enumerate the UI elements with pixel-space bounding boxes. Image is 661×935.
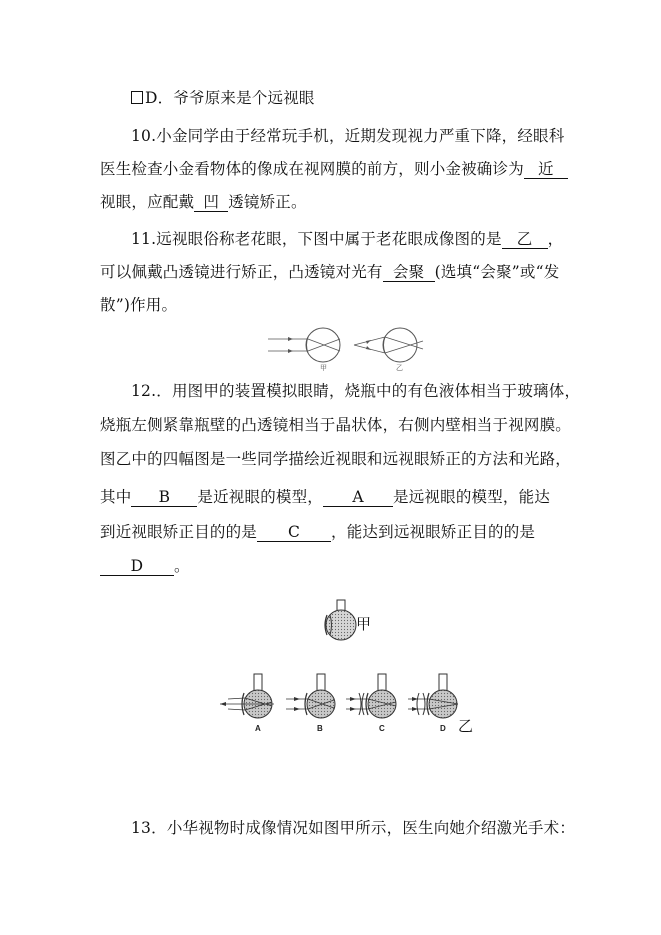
q12-answer2: A bbox=[323, 488, 393, 507]
checkbox-icon bbox=[131, 91, 143, 104]
fig-label-yi: 乙 bbox=[458, 717, 474, 735]
fig-label-yi: 乙 bbox=[396, 364, 403, 372]
q10-text: 视眼，应配戴 bbox=[100, 193, 195, 211]
q11-text: 可以佩戴凸透镜进行矫正，凸透镜对光有 bbox=[100, 263, 383, 281]
q11-line3: 散”)作用。 bbox=[100, 296, 178, 314]
q12-answer1: B bbox=[131, 488, 197, 507]
flask-figure-yi bbox=[218, 671, 468, 735]
q10-answer1: 近 bbox=[524, 160, 568, 179]
q10-answer2: 凹 bbox=[194, 193, 228, 212]
flask-b bbox=[286, 674, 335, 718]
q11-text: 11.远视眼俗称老花眼，下图中属于老花眼成像图的是 bbox=[131, 230, 502, 248]
q11-text: (选填“会聚”或“发 bbox=[434, 263, 560, 281]
sub-label-a: A bbox=[255, 724, 261, 733]
q11-eye-figure bbox=[268, 325, 428, 373]
q12-text: 是近视眼的模型， bbox=[197, 488, 324, 506]
q10-line3 bbox=[100, 192, 307, 212]
q10-line2 bbox=[100, 159, 568, 179]
fig-label-jia: 甲 bbox=[320, 364, 327, 372]
q12-text: 是远视眼的模型，能达 bbox=[393, 488, 551, 506]
q12-line6 bbox=[100, 556, 190, 576]
q12-answer3: C bbox=[257, 523, 331, 542]
q12-line3: 图乙中的四幅图是一些同学描绘近视眼和远视眼矫正的方法和光路， bbox=[100, 450, 572, 468]
q12-answer4: D bbox=[100, 557, 174, 576]
sub-label-c: C bbox=[379, 724, 385, 733]
q11-text: ， bbox=[547, 230, 564, 248]
q12-text: 其中 bbox=[100, 488, 132, 506]
q12-text: ，能达到远视眼矫正目的的是 bbox=[331, 523, 536, 541]
q12-line1: 12.．用图甲的装置模拟眼睛，烧瓶中的有色液体相当于玻璃体， bbox=[131, 382, 581, 400]
q12-line2: 烧瓶左侧紧靠瓶壁的凸透镜相当于晶状体，右侧内壁相当于视网膜。 bbox=[100, 416, 572, 434]
q12-line5 bbox=[100, 522, 535, 542]
q9-option-d bbox=[131, 88, 315, 108]
q11-line2 bbox=[100, 262, 559, 282]
q12-line4 bbox=[100, 487, 550, 507]
sub-label-b: B bbox=[317, 724, 323, 733]
flask-c bbox=[346, 674, 396, 718]
q12-text: 到近视眼矫正目的的是 bbox=[100, 523, 258, 541]
option-letter: D． bbox=[145, 89, 174, 107]
q12-text: 。 bbox=[174, 557, 190, 575]
fig-label-jia: 甲 bbox=[356, 615, 372, 633]
q11-answer2: 会聚 bbox=[383, 263, 435, 282]
eye-jia bbox=[268, 328, 340, 362]
flask-a bbox=[220, 674, 274, 718]
flask-d bbox=[408, 674, 458, 718]
q10-line1: 10.小金同学由于经常玩手机，近期发现视力严重下降，经眼科 bbox=[131, 127, 565, 145]
flask-figure-jia bbox=[322, 598, 382, 644]
option-text: 爷爷原来是个远视眼 bbox=[173, 89, 315, 107]
q11-answer1: 乙 bbox=[502, 230, 548, 249]
q10-text: 透镜矫正。 bbox=[228, 193, 307, 211]
sub-label-d: D bbox=[440, 724, 446, 733]
eye-yi bbox=[354, 328, 423, 362]
q10-text: 医生检查小金看物体的像成在视网膜的前方，则小金被确诊为 bbox=[100, 160, 524, 178]
q11-line1 bbox=[131, 229, 563, 249]
q13-line1: 13．小华视物时成像情况如图甲所示，医生向她介绍激光手术： bbox=[131, 819, 576, 837]
